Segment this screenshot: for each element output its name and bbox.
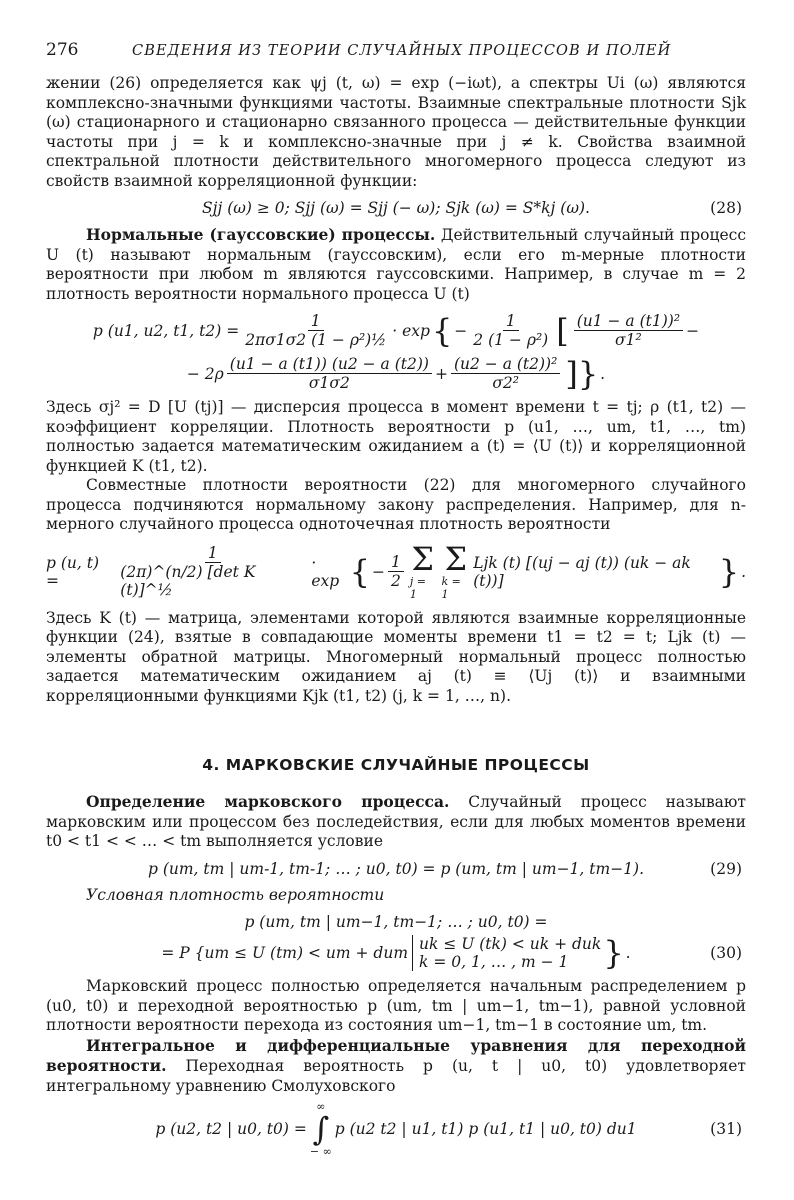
n-dim-equation: p (u, t) = $\frac{1}{\text{(2π)\textasciicircum{}(n/2) [det K (t)]\textasciicircum{}½}}$ · exp { − $\frac{1}{2}$ Σ j = 1 Σ k = 1 Ljk (t) [(uj − aj (t)) (uk − ak (t))] } . bbox=[46, 539, 747, 601]
gauss-eq-fraction-2 bbox=[470, 312, 551, 349]
gauss-eq-f3-num: (u1 − a (t1))² bbox=[574, 312, 683, 331]
equation-29 bbox=[46, 858, 746, 880]
n-eq-lhs: p (u, t) = bbox=[46, 553, 100, 590]
gauss-eq-f4-num: (u1 − a (t1)) (u2 − a (t2)) bbox=[227, 355, 432, 374]
page bbox=[46, 40, 746, 1164]
integral-upper: ∞ bbox=[316, 1100, 326, 1113]
integral-sign bbox=[310, 1100, 332, 1158]
minus-sign: − bbox=[454, 321, 468, 340]
gauss-eq-f4-den: σ1σ2 bbox=[308, 374, 350, 392]
gauss-eq-line2-a: − 2ρ bbox=[186, 364, 224, 383]
brace-close: } bbox=[603, 934, 624, 972]
equation-29-number: (29) bbox=[710, 859, 742, 878]
equation-28 bbox=[46, 197, 746, 219]
gauss-paragraph bbox=[46, 225, 746, 304]
gauss-eq-frac-num: 1 bbox=[308, 312, 324, 331]
equation-30-number: (30) bbox=[710, 944, 742, 962]
n-eq-den: (2π)^(n/2) [det K (t)]^½ bbox=[120, 563, 256, 599]
page-number: 276 bbox=[46, 40, 79, 60]
gauss-eq-fraction-5 bbox=[451, 355, 560, 392]
n-eq-half-num: 1 bbox=[388, 553, 404, 572]
sum-j bbox=[409, 539, 436, 601]
gauss-eq-fraction-4 bbox=[227, 355, 432, 392]
equation-28-body: Sjj (ω) ≥ 0; Sjj (ω) = Sjj (− ω); Sjk (ω) = S*kj (ω). bbox=[202, 199, 590, 217]
gauss-eq-f2-den: 2 (1 − ρ²) bbox=[473, 331, 549, 349]
conditional-density-label: Условная плотность вероятности bbox=[86, 885, 385, 904]
gauss-after-3: Здесь K (t) — матрица, элементами которой являются взаимные корреляционные функции (24), взятые в совпадающие моменты времени t1 = t2 = t; Ljk (t) — элементы обратной матрицы. Многомерный нормальный процесс полностью задается математическим ожиданием aj (t) ≡ ⟨Uj (t)⟩ и взаимными корреляционными функциями Kjk (t1, t2) (j, k = 1, …, n). bbox=[46, 608, 746, 705]
integral-lower: − ∞ bbox=[309, 1145, 332, 1158]
equation-28-number: (28) bbox=[710, 199, 742, 217]
n-eq-fraction bbox=[117, 544, 308, 599]
bracket-close: ]} bbox=[565, 354, 599, 393]
gauss-eq-frac-den: 2πσ1σ2 (1 − ρ²)½ bbox=[245, 331, 387, 349]
integral-text: Переходная вероятность p (u, t | u0, t0) удовлетворяет интегральному уравнению Смолуховского bbox=[46, 1057, 746, 1095]
gauss-eq-f5-num: (u2 − a (t2))² bbox=[451, 355, 560, 374]
n-eq-mid: · exp bbox=[311, 553, 340, 590]
minus-sign: − bbox=[686, 321, 700, 340]
brace-open: { bbox=[431, 311, 453, 350]
markov-text: Случайный процесс называют марковским или процессом без последействия, если для любых моментов времени t0 < t1 < < … < tm выполняется условие bbox=[46, 793, 746, 850]
plus-sign: + bbox=[434, 364, 448, 383]
integral-heading: Интегральное и дифференциальные уравнения для переходной вероятности. bbox=[46, 1035, 746, 1075]
n-eq-half bbox=[388, 553, 404, 590]
bracket-open: [ bbox=[556, 311, 569, 350]
markov-after: Марковский процесс полностью определяется начальным распределением p (u0, t0) и переходной вероятностью p (um, tm | um−1, tm−1), равной условной плотности вероятности перехода из состояния um−1, tm−1 в состояние um, tm. bbox=[46, 977, 746, 1034]
n-eq-num: 1 bbox=[205, 544, 221, 563]
gauss-eq-exp: · exp bbox=[392, 321, 430, 340]
equation-30-line2: = P {um ≤ U (tm) < um + dum uk ≤ U (tk) < uk + duk k = 0, 1, … , m − 1 } . (30) bbox=[161, 934, 742, 972]
sigma-symbol: Σ bbox=[411, 539, 434, 578]
equation-31 bbox=[46, 1100, 746, 1158]
equation-31-rhs: p (u2 t2 | u1, t1) p (u1, t1 | u0, t0) du1 bbox=[334, 1120, 637, 1138]
equation-31-lhs: p (u2, t2 | u0, t0) = bbox=[155, 1120, 307, 1138]
brace-open: { bbox=[349, 552, 370, 591]
gauss-text: Действительный случайный процесс U (t) называют нормальным (гауссовским), если его m-мерные плотности вероятности при любом m являются гауссовскими. Например, в случае m = 2 плотность вероятности нормального процесса U (t) bbox=[46, 226, 747, 303]
equation-29-body: p (um, tm | um-1, tm-1; … ; u0, t0) = p (um, tm | um−1, tm−1). bbox=[147, 859, 645, 878]
section-title: 4. МАРКОВСКИЕ СЛУЧАЙНЫЕ ПРОЦЕССЫ bbox=[202, 756, 590, 774]
equation-30-line1-body: p (um, tm | um−1, tm−1; … ; u0, t0) = bbox=[244, 913, 548, 931]
sum-k-limit: k = 1 bbox=[441, 574, 461, 601]
equation-30-line2-body: = P {um ≤ U (tm) < um + dum bbox=[161, 944, 409, 962]
gauss-eq-f3-den: σ1² bbox=[615, 331, 642, 349]
sigma-symbol: Σ bbox=[444, 539, 468, 578]
equation-30-condition bbox=[412, 935, 601, 971]
n-eq-rhs: Ljk (t) [(uj − aj (t)) (uk − ak (t))] bbox=[473, 553, 691, 590]
intro-paragraph: жении (26) определяется как ψj (t, ω) = exp (−iωt), а спектры Ui (ω) являются комплексно-значными функциями частоты. Взаимные спектральные плотности Sjk (ω) стационарного и стационарно связанного процесса — действительные функции частоты при j = k и комплексно-значные при j ≠ k. Свойства взаимной спектральной плотности действительного многомерного процесса следуют из свойств взаимной корреляционной функции: bbox=[46, 74, 746, 190]
gauss-eq-lhs: p (u1, u2, t1, t2) = bbox=[92, 321, 240, 340]
n-eq-half-den: 2 bbox=[390, 572, 401, 590]
gauss-eq-fraction-3 bbox=[574, 312, 683, 349]
page-header bbox=[46, 40, 746, 74]
gauss-equation-line1 bbox=[46, 312, 746, 349]
minus-sign: − bbox=[371, 562, 385, 581]
gauss-equation-line2: − 2ρ $\frac{(u1 - a (t1)) (u2 - a (t2))}{\sigma 1\sigma 2}$ + $\frac{\text{(u2 − a (t2))²}}{\text{σ2²}}$ ]} . bbox=[186, 354, 606, 393]
markov-paragraph bbox=[46, 792, 746, 852]
gauss-eq-f5-den: σ2² bbox=[492, 374, 519, 392]
equation-30-cond2: k = 0, 1, … , m − 1 bbox=[419, 953, 569, 971]
gauss-eq-fraction bbox=[242, 312, 389, 349]
equation-31-number: (31) bbox=[710, 1120, 742, 1138]
brace-close: } bbox=[718, 552, 740, 591]
integral-paragraph bbox=[46, 1036, 746, 1097]
equation-30-cond1: uk ≤ U (tk) < uk + duk bbox=[419, 935, 602, 953]
equation-30-line1 bbox=[46, 911, 746, 933]
gauss-heading: Нормальные (гауссовские) процессы. bbox=[86, 225, 436, 244]
gauss-after-2: Совместные плотности вероятности (22) для многомерного случайного процесса подчиняются нормальному закону распределения. Например, для n-мерного случайного процесса одноточечная плотность вероятности bbox=[46, 476, 746, 533]
running-title: СВЕДЕНИЯ ИЗ ТЕОРИИ СЛУЧАЙНЫХ ПРОЦЕССОВ И ПОЛЕЙ bbox=[132, 43, 672, 59]
integral-symbol: ∫ bbox=[312, 1110, 330, 1148]
gauss-after-1: Здесь σj² = D [U (tj)] — дисперсия процесса в момент времени t = tj; ρ (t1, t2) — коэффициент корреляции. Плотность вероятности p (u1, …, um, t1, …, tm) полностью задается математическим ожиданием a (t) = ⟨U (t)⟩ и корреляционной функцией K (t1, t2). bbox=[46, 398, 746, 475]
gauss-eq-f2-num: 1 bbox=[503, 312, 519, 331]
markov-heading: Определение марковского процесса. bbox=[86, 792, 450, 811]
sum-k bbox=[441, 539, 470, 601]
sum-j-limit: j = 1 bbox=[409, 574, 426, 601]
